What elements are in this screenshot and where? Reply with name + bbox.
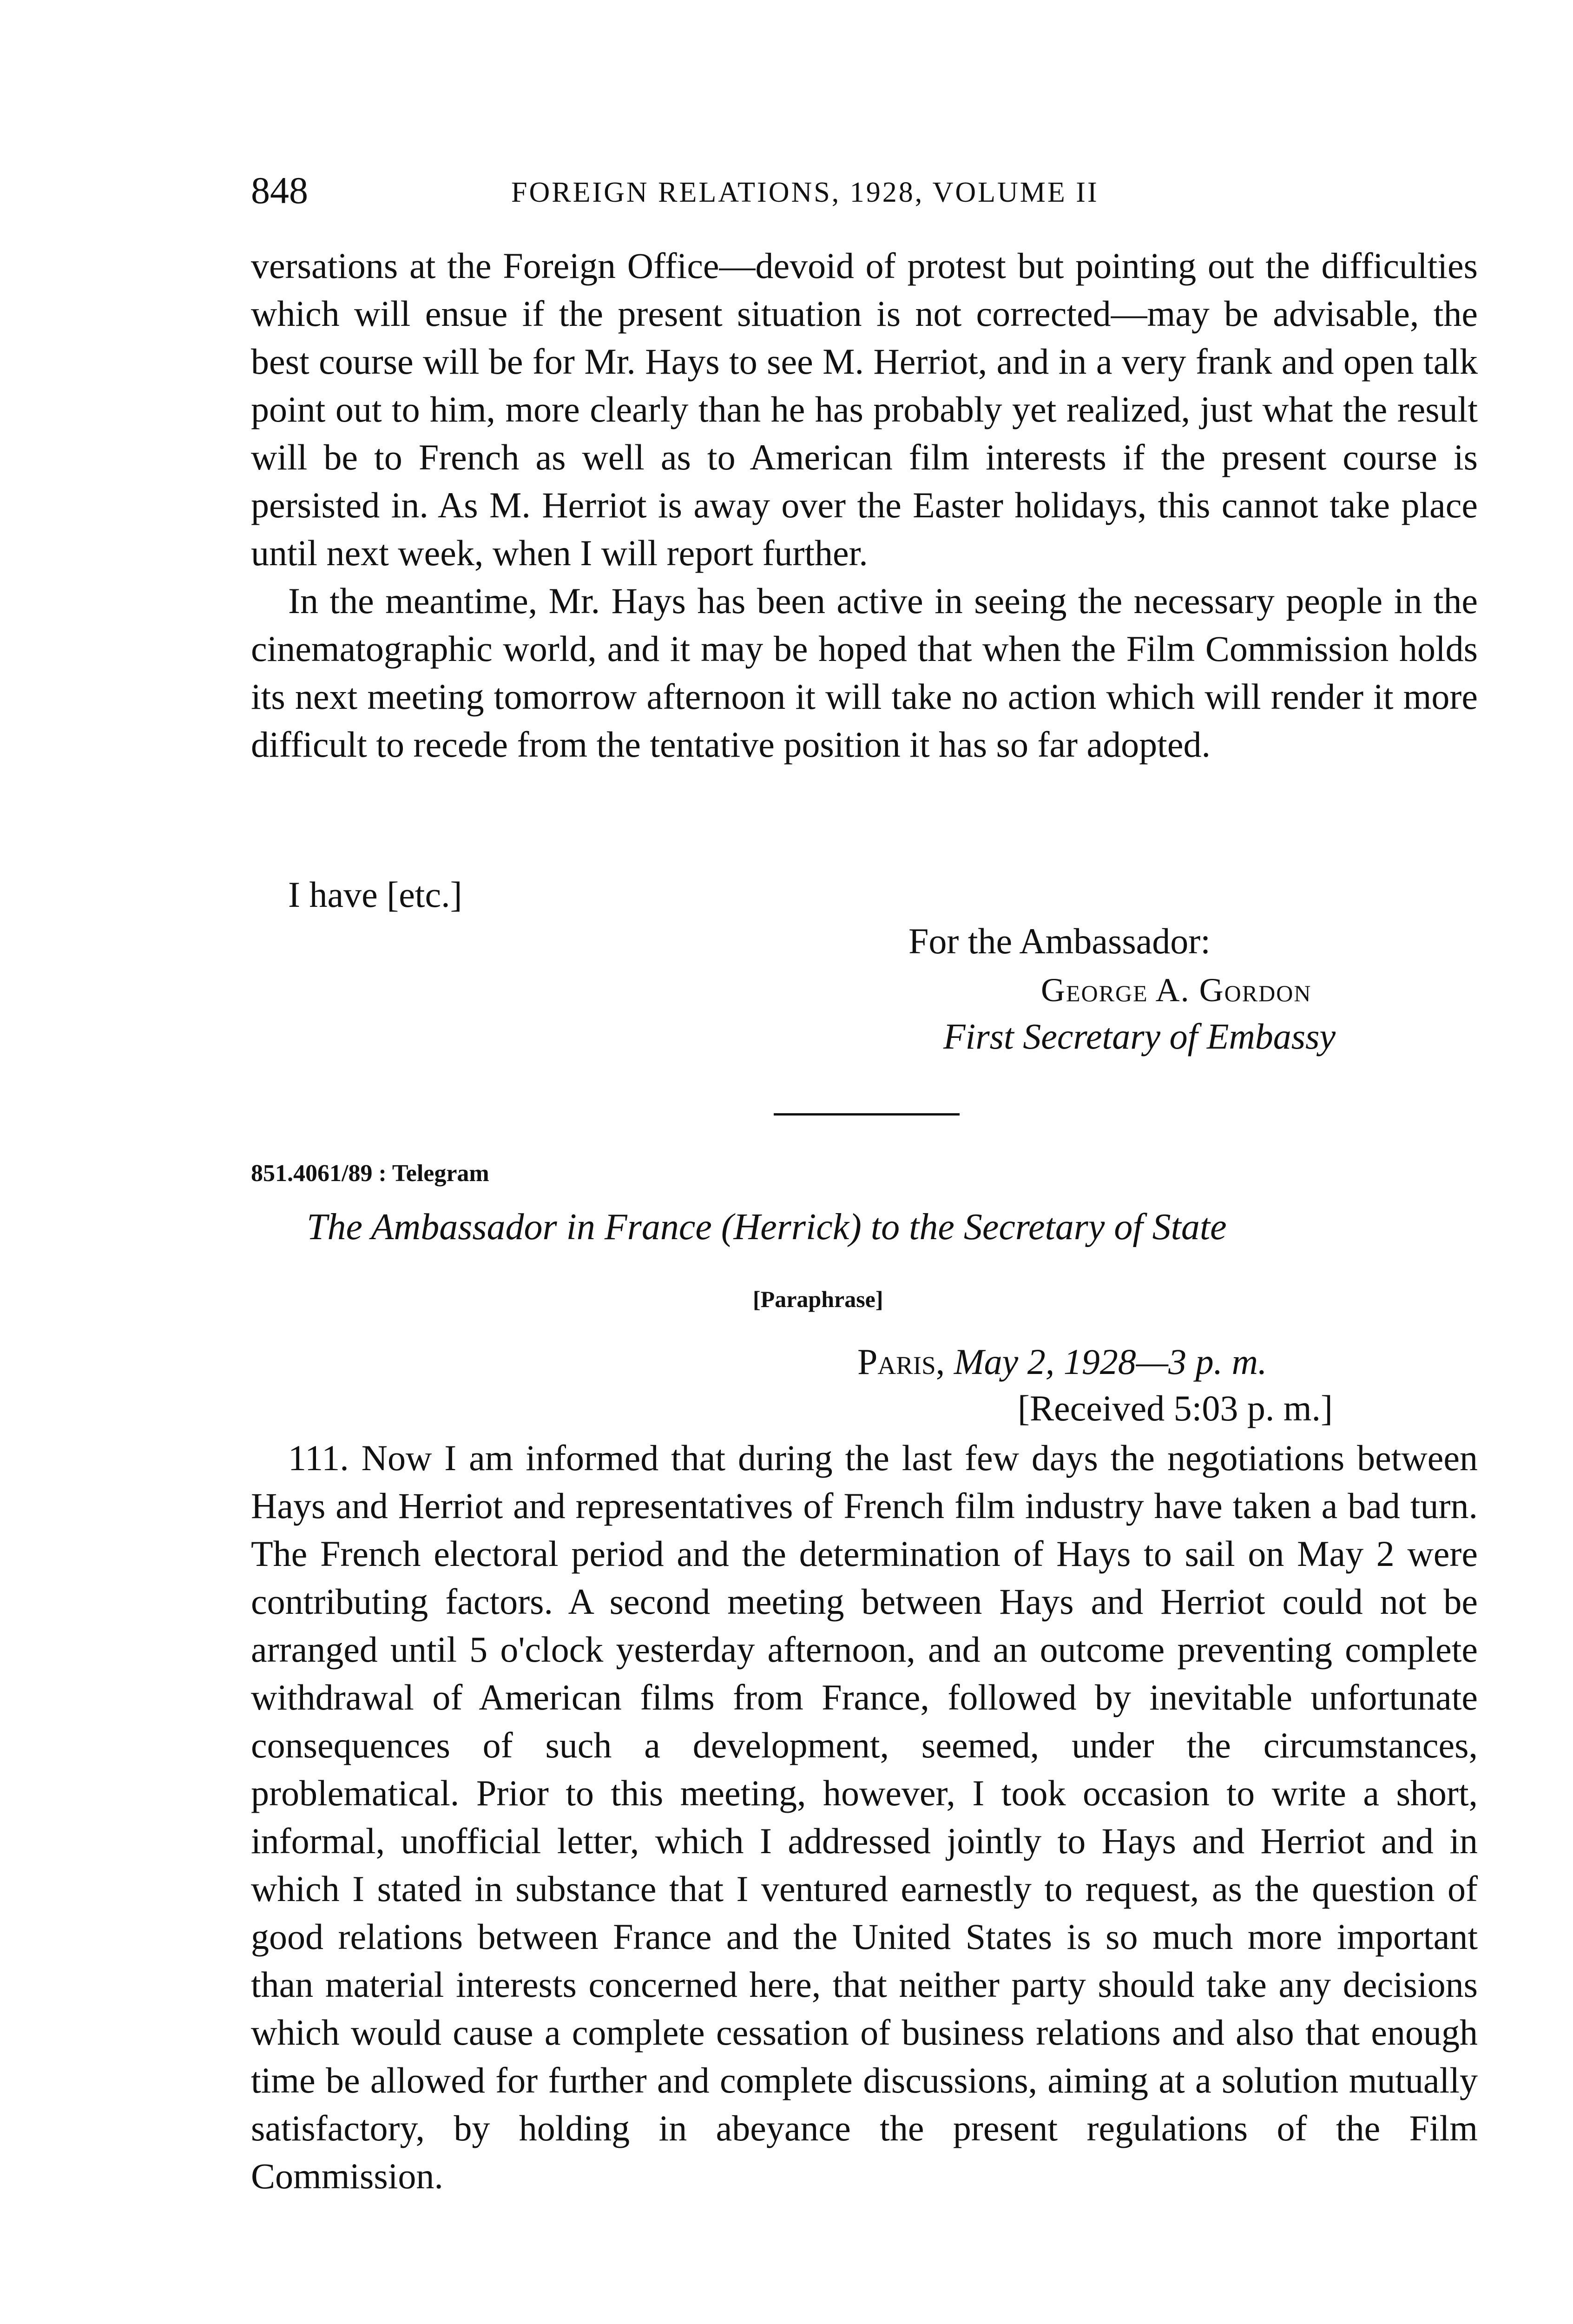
signature-name: George A. Gordon xyxy=(1041,971,1312,1009)
file-reference: 851.4061/89 : Telegram xyxy=(251,1160,489,1187)
signature-title: First Secretary of Embassy xyxy=(943,1016,1336,1056)
signature-for-line: For the Ambassador: xyxy=(908,921,1211,961)
section-divider xyxy=(774,1113,960,1116)
running-header xyxy=(251,167,1478,218)
dateline-place: Paris, xyxy=(857,1341,945,1382)
received-time: [Received 5:03 p. m.] xyxy=(1018,1388,1333,1428)
letter-continuation-paragraph: versations at the Foreign Office—devoid of protest but pointing out the difficulties which will ensue if the present situation is not corrected—may be advisable, the best course will be for Mr. Hays to see M. Herriot, and in a very frank and open talk point out to him, more clearly than he has probably yet realized, just what the result will be to French as well as to American film interests if the present course is persisted in. As M. Herriot is away over the Easter holidays, this cannot take place until next week, when I will report further. xyxy=(251,245,1478,573)
dateline xyxy=(857,1339,1267,1385)
page-number: 848 xyxy=(251,169,308,211)
letter-closing: I have [etc.] xyxy=(288,874,462,915)
letter-body xyxy=(251,242,1478,768)
document-heading: The Ambassador in France (Herrick) to the Secretary of State xyxy=(307,1207,1227,1248)
dateline-date: May 2, 1928—3 p. m. xyxy=(954,1341,1267,1382)
running-title: FOREIGN RELATIONS, 1928, VOLUME II xyxy=(511,177,1099,208)
telegram-paragraph: 111. Now I am informed that during the last few days the negotiations between Hays and Herriot and representatives of French film industry have taken a bad turn. The French electoral period and the determination of Hays to sail on May 2 were contributing factors. A second meeting between Hays and Herriot could not be arranged until 5 o'clock yesterday afternoon, and an outcome preventing complete withdrawal of American films from France, followed by inevitable unfortunate consequences of such a development, seemed, under the circumstances, problematical. Prior to this meeting, however, I took occasion to write a short, informal, unofficial letter, which I addressed jointly to Hays and Herriot and in which I stated in substance that I ventured earnestly to request, as the question of good relations between France and the United States is so much more important than material interests concerned here, that neither party should take any decisions which would cause a complete cessation of business relations and also that enough time be allowed for further and complete discussions, aiming at a solution mutually satisfactory, by holding in abeyance the present regulations of the Film Commission. xyxy=(251,1438,1478,2196)
letter-paragraph: In the meantime, Mr. Hays has been active in seeing the necessary people in the cinematographic world, and it may be hoped that when the Film Commission holds its next meeting tomorrow afternoon it will take no action which will render it more difficult to recede from the tentative position it has so far adopted. xyxy=(251,581,1478,765)
telegram-body xyxy=(251,1434,1478,2200)
paraphrase-label: [Paraphrase] xyxy=(753,1286,883,1312)
